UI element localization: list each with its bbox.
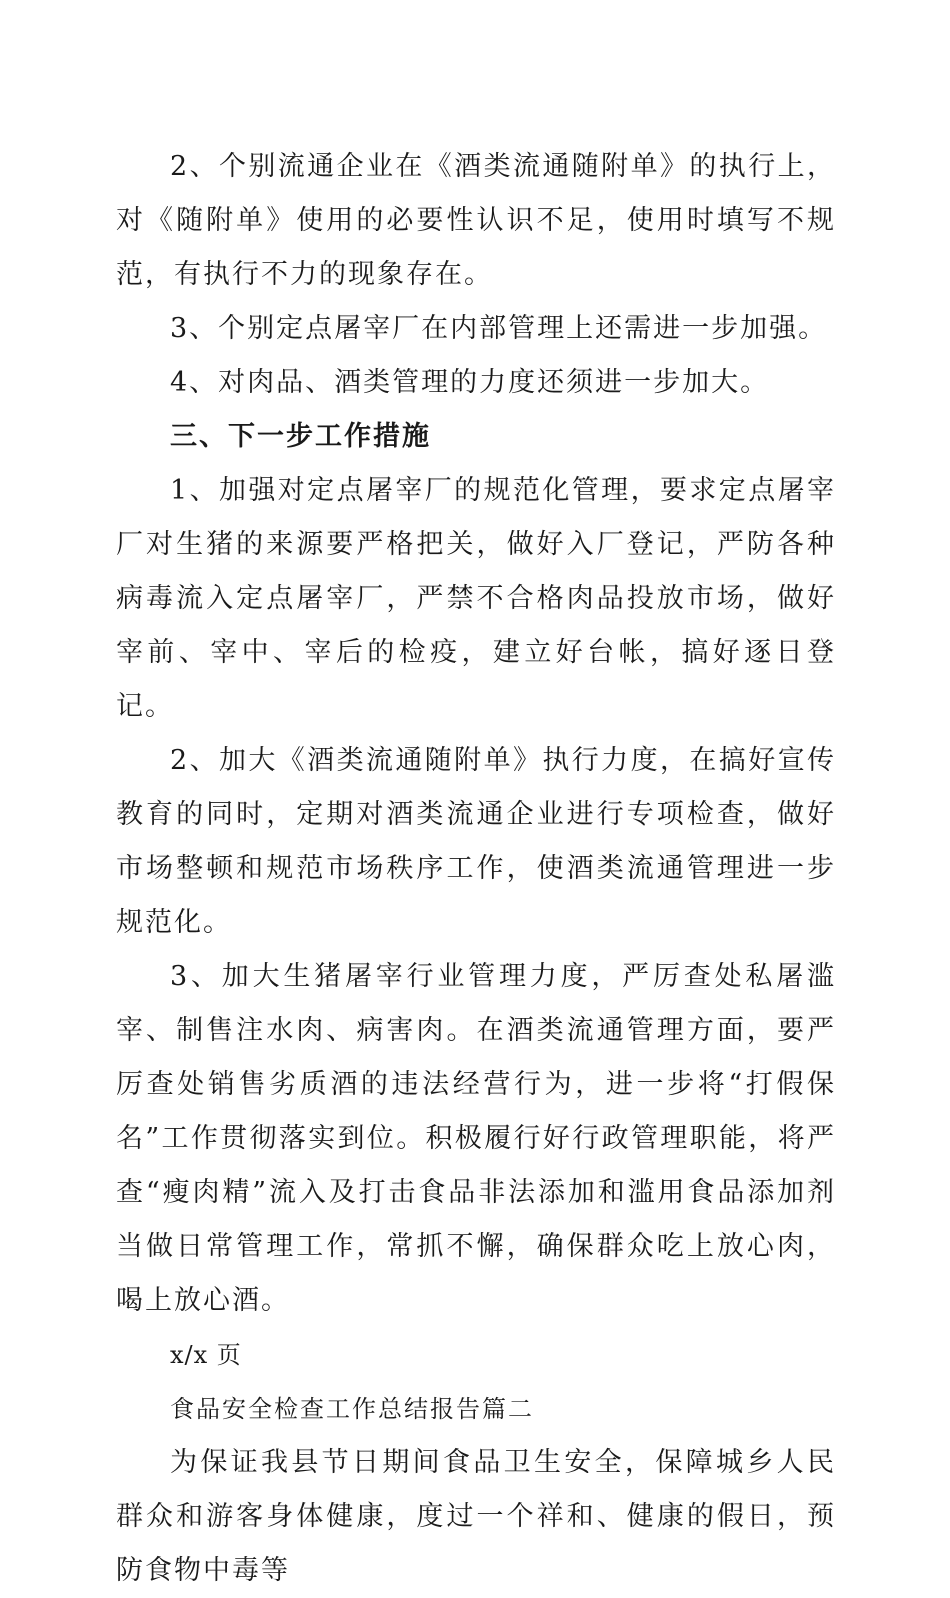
paragraph-issue-4: 4、对肉品、酒类管理的力度还须进一步加大。 [170, 367, 770, 398]
paragraph-measure-2: 2、加大《酒类流通随附单》执行力度，在搞好宣传教育的同时，定期对酒类流通企业进行专项检查，做好市场整顿和规范市场秩序工作，使酒类流通管理进一步规范化。 [116, 745, 836, 938]
paragraph-measure-3: 3、加大生猪屠宰行业管理力度，严厉查处私屠滥宰、制售注水肉、病害肉。在酒类流通管理方面，要严厉查处销售劣质酒的违法经营行为，进一步将“打假保名”工作贯彻落实到位。积极履行好行政管理职能，将严查“瘦肉精”流入及打击食品非法添加和滥用食品添加剂当做日常管理工作，常抓不懈，确保群众吃上放心肉，喝上放心酒。 [116, 961, 836, 1316]
paragraph-issue-2: 2、个别流通企业在《酒类流通随附单》的执行上，对《随附单》使用的必要性认识不足，使用时填写不规范，有执行不力的现象存在。 [116, 151, 836, 290]
section-heading-next-steps: 三、下一步工作措施 [170, 421, 431, 452]
paragraph-measure-1: 1、加强对定点屠宰厂的规范化管理，要求定点屠宰厂对生猪的来源要严格把关，做好入厂登记，严防各种病毒流入定点屠宰厂，严禁不合格肉品投放市场，做好宰前、宰中、宰后的检疫，建立好台帐，搞好逐日登记。 [116, 475, 836, 722]
paragraph-issue-3: 3、个别定点屠宰厂在内部管理上还需进一步加强。 [170, 313, 828, 344]
document-body [116, 140, 836, 1598]
page-number: x/x 页 [170, 1341, 242, 1369]
paragraph-intro: 为保证我县节日期间食品卫生安全，保障城乡人民群众和游客身体健康，度过一个祥和、健康的假日，预防食物中毒等 [116, 1447, 836, 1586]
report-subtitle: 食品安全检查工作总结报告篇二 [170, 1395, 534, 1423]
